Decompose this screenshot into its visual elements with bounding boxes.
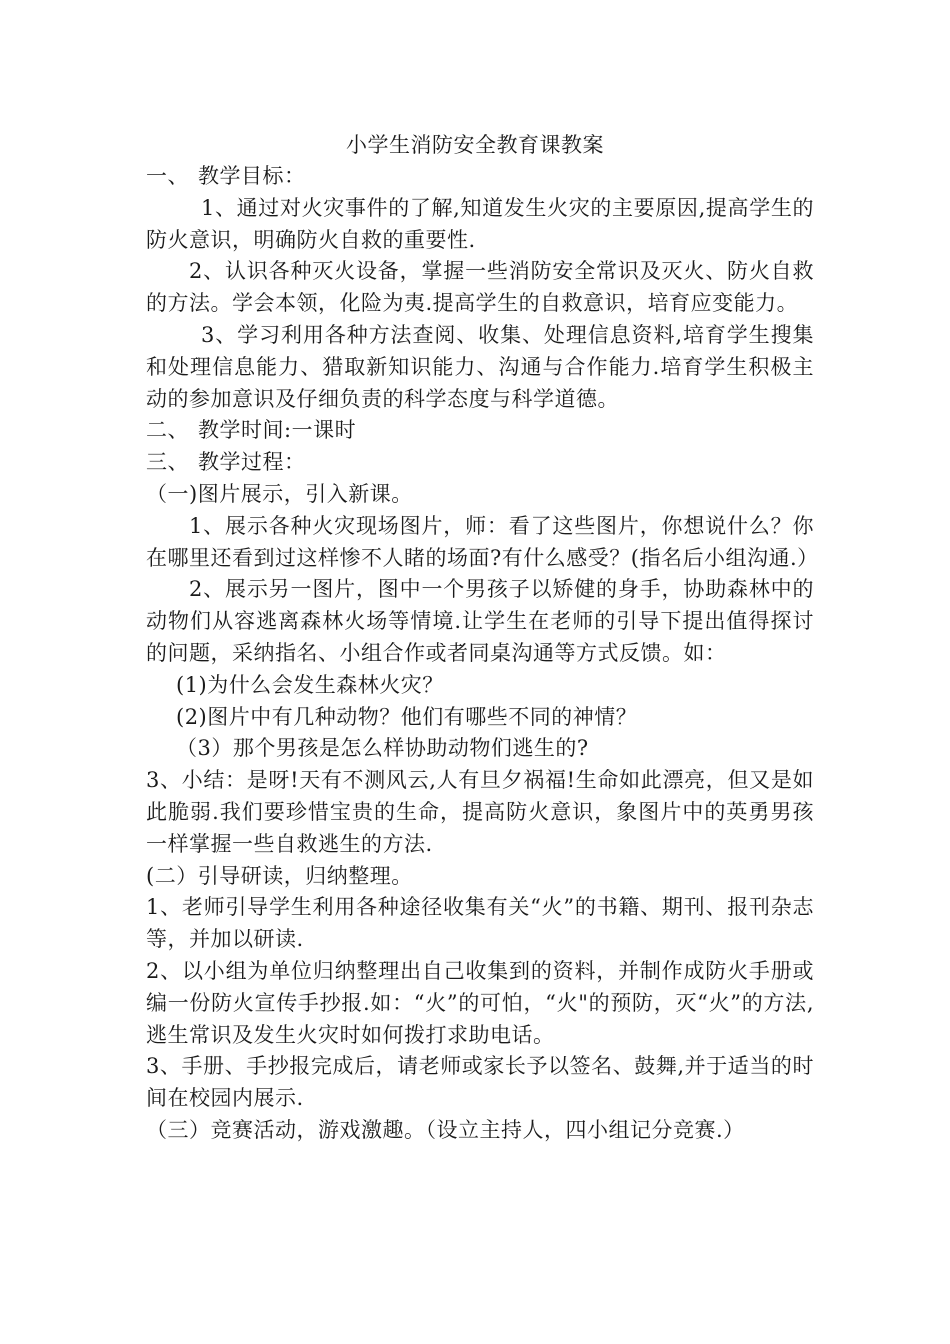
- section-heading-text: 教学目标：: [198, 164, 306, 188]
- process-paragraph-2-2: 2、以小组为单位归纳整理出自己收集到的资料，并制作成防火手册或编一份防火宣传手抄报.如：“火”的可怕，“火"的预防，灭“火”的方法,逃生常识及发生火灾时如何拨打求助电话。: [146, 958, 814, 1047]
- section-number: 二、: [146, 418, 189, 443]
- document-body: [146, 161, 819, 1147]
- goal-paragraph-1: 1、通过对火灾事件的了解,知道发生火灾的主要原因,提高学生的防火意识，明确防火自救的重要性.: [146, 195, 814, 252]
- section-number: 一、: [146, 164, 189, 188]
- goal-paragraph-3: 3、学习利用各种方法查阅、收集、处理信息资料,培育学生搜集和处理信息能力、猎取新知识能力、沟通与合作能力.培育学生积极主动的参加意识及仔细负责的科学态度与科学道德。: [146, 322, 814, 411]
- process-paragraph-2-3: 3、手册、手抄报完成后，请老师或家长予以签名、鼓舞,并于适当的时间在校园内展示.: [146, 1054, 814, 1111]
- process-paragraph-1-3: 3、小结：是呀!天有不测风云,人有旦夕祸福!生命如此漂亮，但又是如此脆弱.我们要珍惜宝贵的生命，提高防火意识，象图片中的英勇男孩一样掌握一些自救逃生的方法.: [146, 768, 814, 856]
- subsection-heading-3: （三）竞赛活动，游戏激趣。（设立主持人，四小组记分竞赛.）: [146, 1117, 745, 1142]
- process-paragraph-2-1: 1、老师引导学生利用各种途径收集有关“火”的书籍、期刊、报刊杂志等，并加以研读.: [146, 895, 814, 952]
- question-item-3: （3）那个男孩是怎么样协助动物们逃生的?: [176, 736, 589, 761]
- process-paragraph-1-1: 1、展示各种火灾现场图片，师：看了这些图片，你想说什么？你在哪里还看到过这样惨不人睹的场面?有什么感受？(指名后小组沟通.）: [146, 513, 819, 570]
- section-heading-text: 教学过程：: [198, 450, 306, 475]
- section-number: 三、: [146, 450, 189, 475]
- section-heading-goals: [146, 161, 814, 193]
- process-paragraph-1-2: 2、展示另一图片，图中一个男孩子以矫健的身手，协助森林中的动物们从容逃离森林火场等情境.让学生在老师的引导下提出值得探讨的问题，采纳指名、小组合作或者同桌沟通等方式反馈。如：: [146, 577, 814, 665]
- section-heading-text: 教学时间:一课时: [198, 418, 357, 443]
- question-item-2: (2)图片中有几种动物？他们有哪些不同的神情？: [176, 704, 638, 729]
- goal-paragraph-2: 2、认识各种灭火设备，掌握一些消防安全常识及灭火、防火自救的方法。学会本领，化险为夷.提高学生的自救意识，培育应变能力。: [146, 259, 814, 316]
- section-heading-time: [146, 415, 814, 447]
- section-heading-process: [146, 447, 814, 479]
- subsection-heading-2: (二）引导研读，归纳整理。: [146, 863, 413, 888]
- question-item-1: (1)为什么会发生森林火灾？: [176, 672, 444, 697]
- subsection-heading-1: （一)图片展示，引入新课。: [146, 481, 413, 506]
- document-title: 小学生消防安全教育课教案: [346, 133, 604, 157]
